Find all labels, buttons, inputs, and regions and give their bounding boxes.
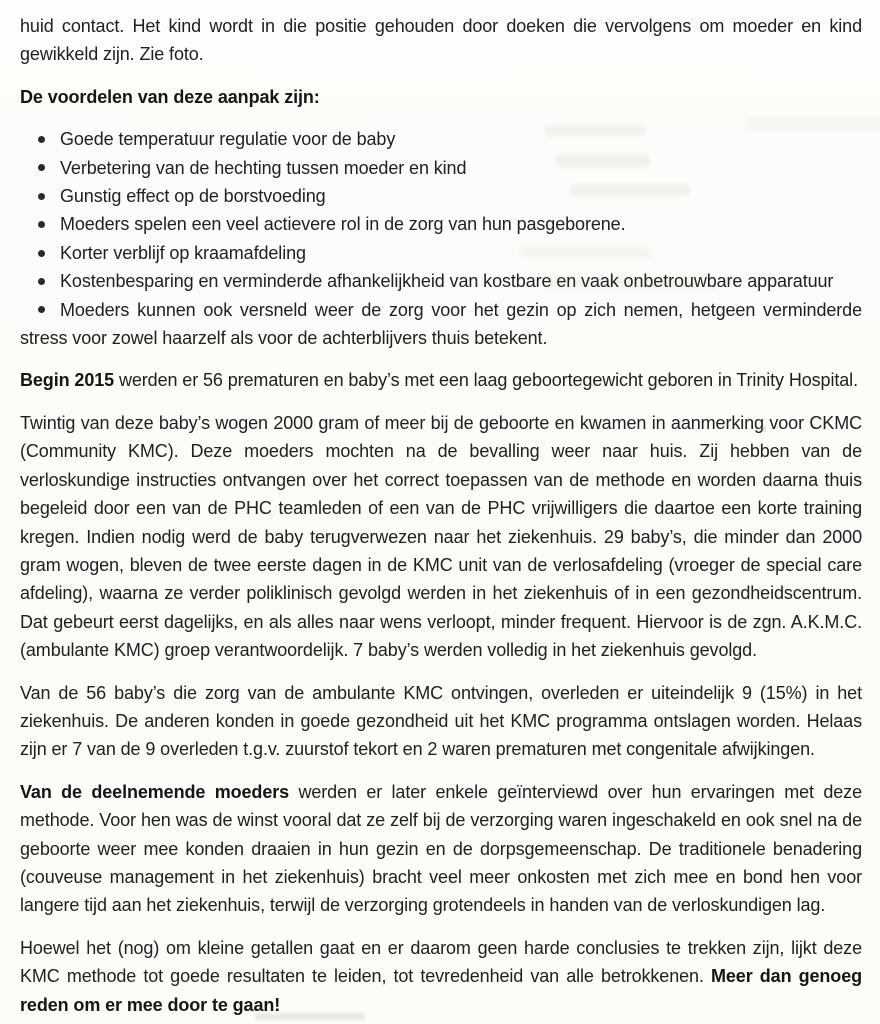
benefits-list [20, 125, 862, 352]
paragraph-bold-lead: Van de deelnemende moeders [20, 781, 290, 802]
paragraph-text: Twintig van deze baby’s wogen 2000 gram of meer bij de geboorte en kwamen in aanmerking voor CKMC (Community KMC). Deze moeders mochten na de bevalling weer naar huis. Zij hebben van de verloskundige instructies ontvangen over het correct toepassen van de methode en worden daarna thuis begeleid door een van de PHC teamleden of een van de PHC vrijwilligers die daartoe een korte training kregen. Indien nodig werd de baby terugverwezen naar het ziekenhuis. 29 baby’s, die minder dan 2000 gram wogen, bleven de twee eerste dagen in de KMC unit van de verlosafdeling (vroeger de special care afdeling), waarna ze verder poliklinisch gevolgd werden in het ziekenhuis of in een gezondheidscentrum. Dat gebeurt eerst dagelijks, en als alles naar wens verloopt, minder frequent. Hiervoor is de zgn. A.K.M.C. (ambulante KMC) groep verantwoordelijk. 7 baby’s werden volledig in het ziekenhuis gevolgd. [20, 412, 862, 661]
paragraph-text: werden er later enkele geïnterviewd over hun ervaringen met deze methode. Voor hen was de winst vooral dat ze zelf bij de verzorging waren ingeschakeld en ook snel na de geboorte weer mee konden draaien in hun gezin en de dorpsgemeenschap. De traditionele benadering (couveuse management in het ziekenhuis) bracht veel meer onkosten met zich mee en bond hen voor langere tijd aan het ziekenhuis, terwijl de verzorging grotendeels in handen van de verloskundigen lag. [20, 781, 862, 916]
list-item [20, 267, 862, 295]
list-item-text: Moeders spelen een veel actievere rol in de zorg van hun pasgeborene. [60, 214, 626, 235]
list-item-text: Verbetering van de hechting tussen moeder en kind [60, 157, 467, 178]
list-item [20, 239, 862, 267]
bullet-icon [38, 278, 45, 285]
bullet-icon [38, 193, 45, 200]
bullet-icon [38, 250, 45, 257]
paragraph-text: Van de 56 baby’s die zorg van de ambulante KMC ontvingen, overleden er uiteindelijk 9 (15%) in het ziekenhuis. De anderen konden in goede gezondheid uit het KMC programma ontslagen worden. Helaas zijn er 7 van de 9 overleden t.g.v. zuurstof tekort en 2 waren prematuren met congenitale afwijkingen. [20, 682, 862, 760]
paragraph-bold-lead: Begin 2015 [20, 370, 115, 391]
list-item-text: Korter verblijf op kraamafdeling [60, 242, 306, 263]
paragraph-conclusie [20, 934, 862, 1019]
list-item [20, 125, 862, 153]
list-item-text: Moeders kunnen ook versneld weer de zorg voor het gezin op zich nemen, hetgeen verminderde stress voor zowel haarzelf als voor de achterblijvers thuis betekent. [20, 299, 862, 349]
list-item-text: Gunstig effect op de borstvoeding [60, 186, 326, 207]
paragraph-text: Hoewel het (nog) om kleine getallen gaat en er daarom geen harde conclusies te trekken zijn, lijkt deze KMC methode tot goede resultaten te leiden, tot tevredenheid van alle betrokkenen. [20, 937, 862, 987]
intro-text: huid contact. Het kind wordt in die positie gehouden door doeken die vervolgens om moeder en kind gewikkeld zijn. Zie foto. [20, 16, 862, 65]
list-item-text: Goede temperatuur regulatie voor de baby [60, 129, 396, 150]
bullet-icon [38, 221, 45, 228]
list-item [20, 296, 862, 353]
paragraph-deelnemende-moeders [20, 778, 862, 920]
paragraph-bold-tail: Meer dan genoeg reden om er mee door te gaan! [20, 966, 863, 1015]
bullet-icon [38, 136, 45, 143]
bullet-icon [38, 164, 45, 171]
list-item [20, 154, 862, 182]
intro-paragraph [20, 12, 862, 69]
paragraph-text: werden er 56 prematuren en baby’s met een laag geboortegewicht geboren in Trinity Hospital. [114, 370, 858, 391]
document-body [20, 12, 862, 1024]
paragraph-twintig [20, 409, 862, 665]
bullet-icon [38, 306, 45, 313]
paragraph-van-de-56 [20, 679, 862, 764]
benefits-heading: De voordelen van deze aanpak zijn: [20, 86, 320, 107]
list-item [20, 210, 862, 238]
list-item-text: Kostenbesparing en verminderde afhankelijkheid van kostbare en vaak onbetrouwbare apparatuur [60, 271, 834, 292]
list-item [20, 182, 862, 210]
paragraph-begin-2015 [20, 366, 862, 394]
